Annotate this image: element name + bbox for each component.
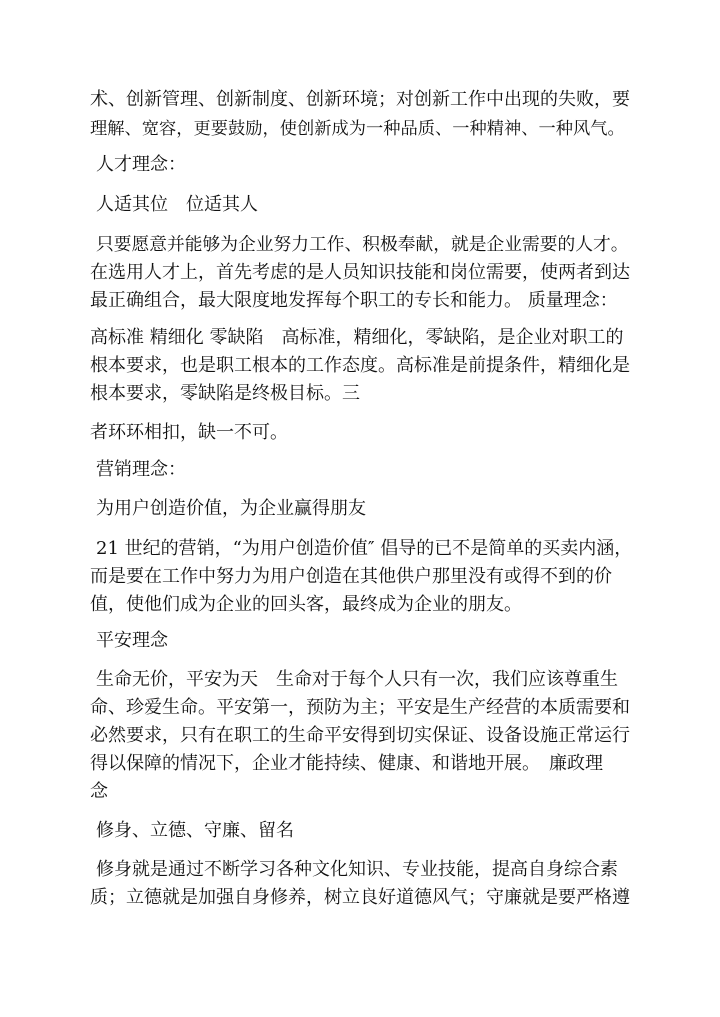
text-line: 必然要求，只有在职工的生命平安得到切实保证、设备设施正常运行 (90, 725, 630, 746)
text-line: 生命无价，平安为天 生命对于每个人只有一次，我们应该尊重生 (96, 669, 618, 690)
text-line: 根本要求，零缺陷是终极目标。三 (90, 383, 360, 404)
text-line: 命、珍爱生命。平安第一，预防为主；平安是生产经营的本质需要和 (90, 697, 630, 718)
section-slogan: 为用户创造价值，为企业赢得朋友 (96, 498, 366, 519)
text-line: 修身就是通过不断学习各种文化知识、专业技能，提高自身综合素 (96, 859, 618, 880)
text-line: 得以保障的情况下，企业才能持续、健康、和谐地开展。 廉政理 (90, 753, 603, 774)
text-line: 术、创新管理、创新制度、创新环境；对创新工作中出现的失败，要 (90, 89, 630, 110)
text-line: 在选用人才上，首先考虑的是人员知识技能和岗位需要，使两者到达 (90, 262, 630, 283)
section-slogan: 人适其位 位适其人 (96, 194, 258, 215)
section-heading: 营销理念： (96, 459, 186, 480)
text-line: 值，使他们成为企业的回头客，最终成为企业的朋友。 (90, 594, 522, 615)
text-line: 者环环相扣，缺一不可。 (90, 422, 288, 443)
text-line: 质；立德就是加强自身修养，树立良好道德风气；守廉就是要严格遵 (90, 887, 630, 908)
text-line: 而是要在工作中努力为用户创造在其他供户那里没有或得不到的价 (90, 566, 612, 587)
section-heading: 平安理念 (96, 630, 168, 651)
text-line: 根本要求，也是职工根本的工作态度。高标准是前提条件，精细化是 (90, 355, 630, 376)
text-line: 21 世纪的营销，“为用户创造价值″ 倡导的已不是简单的买卖内涵， (96, 538, 633, 559)
text-line: 念 (90, 781, 108, 802)
text-line: 最正确组合，最大限度地发挥每个职工的专长和能力。 质量理念： (90, 290, 618, 311)
text-line: 高标准 精细化 零缺陷 高标准，精细化，零缺陷，是企业对职工的 (90, 327, 624, 348)
text-line: 理解、宽容，更要鼓励，使创新成为一种品质、一种精神、一种风气。 (90, 119, 625, 139)
section-slogan: 修身、立德、守廉、留名 (96, 820, 294, 841)
section-heading: 人才理念： (96, 154, 186, 175)
text-line: 只要愿意并能够为企业努力工作、积极奉献，就是企业需要的人才。 (96, 235, 629, 255)
